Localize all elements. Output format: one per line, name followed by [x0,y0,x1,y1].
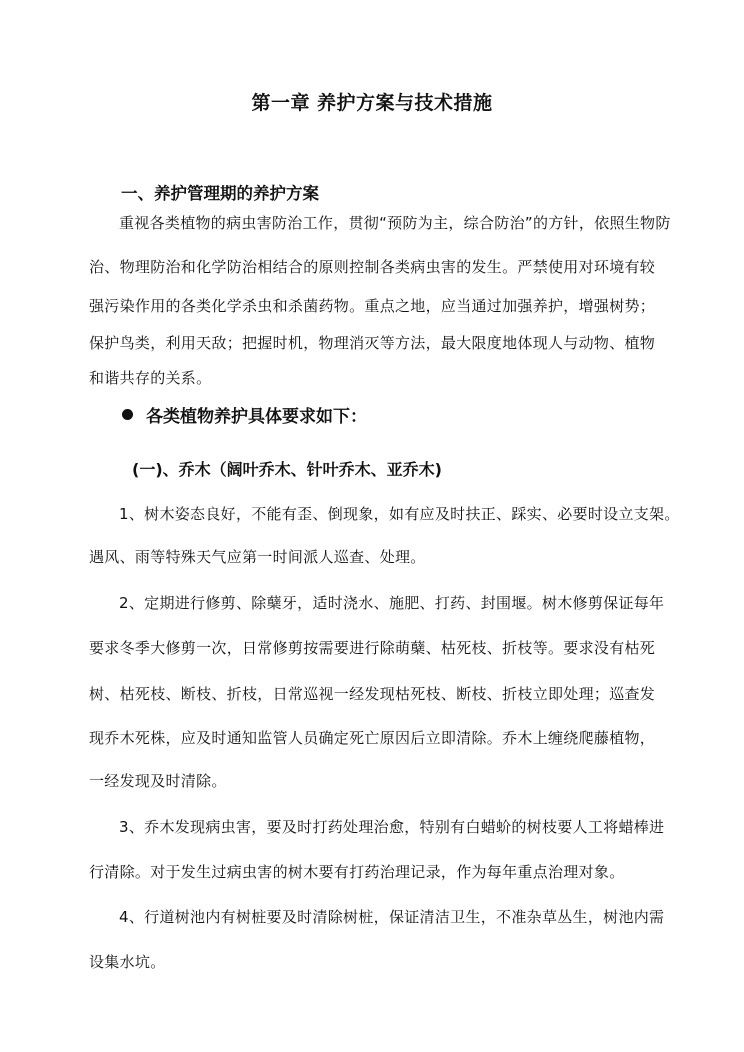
bullet-heading-text: 各类植物养护具体要求如下： [146,407,367,427]
item-line: 树、枯死枝、断枝、折枝，日常巡视一经发现枯死枝、断枝、折枝立即处理；巡查发 [89,685,656,703]
item-line: 2、定期进行修剪、除蘖牙，适时浇水、施肥、打药、封围堰。树木修剪保证每年 [119,594,665,612]
chapter-title: 第一章 养护方案与技术措施 [251,92,493,114]
subsection-heading: (一)、乔木（阔叶乔木、针叶乔木、亚乔木) [132,460,442,479]
section-heading: 一、养护管理期的养护方案 [121,184,319,203]
paragraph-line: 保护鸟类，利用天敌；把握时机，物理消灭等方法，最大限度地体现人与动物、植物 [89,334,656,352]
bullet-heading [122,402,367,427]
item-line: 现乔木死株，应及时通知监管人员确定死亡原因后立即清除。乔木上缠绕爬藤植物， [89,729,656,747]
item-line: 4、行道树池内有树桩要及时清除树桩，保证清洁卫生，不准杂草丛生，树池内需 [119,908,665,926]
item-line: 设集水坑。 [89,953,166,971]
item-line: 3、乔木发现病虫害，要及时打药处理治愈，特别有白蜡蚧的树枝要人工将蜡棒进 [119,818,665,836]
bullet-icon [122,409,133,420]
paragraph-line: 和谐共存的关系。 [89,369,212,387]
paragraph-line: 治、物理防治和化学防治相结合的原则控制各类病虫害的发生。严禁使用对环境有较 [89,258,656,276]
item-line: 1、树木姿态良好，不能有歪、倒现象，如有应及时扶正、踩实、必要时设立支架。 [119,505,680,523]
paragraph-line: 重视各类植物的病虫害防治工作，贯彻“预防为主，综合防治”的方针，依照生物防 [119,214,671,232]
item-line: 遇风、雨等特殊天气应第一时间派人巡查、处理。 [89,548,426,566]
item-line: 一经发现及时清除。 [89,772,227,790]
paragraph-line: 强污染作用的各类化学杀虫和杀菌药物。重点之地，应当通过加强养护，增强树势； [89,297,656,315]
item-line: 要求冬季大修剪一次，日常修剪按需要进行除萌蘖、枯死枝、折枝等。要求没有枯死 [89,639,656,657]
item-line: 行清除。对于发生过病虫害的树木要有打药治理记录，作为每年重点治理对象。 [89,863,625,881]
